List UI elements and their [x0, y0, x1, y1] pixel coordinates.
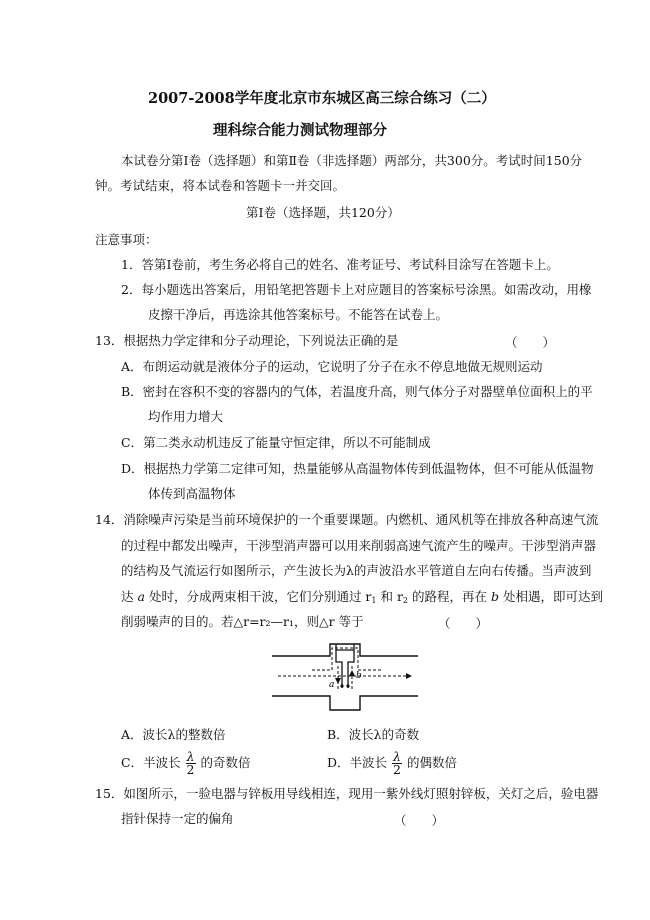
q14-line-4-sub-2: 2: [402, 596, 409, 605]
q13-answer-paren: （ ）: [505, 335, 556, 350]
q14-line-3: 的结构及气流运行如图所示，产生波长为λ的声波沿水平管道自左向右传播。当声波到: [121, 563, 592, 578]
q14-option-c: [121, 750, 251, 776]
q14-line-4-text-5: 处相遇，即可达到: [503, 589, 604, 604]
q14-option-c-pre: C．半波长: [121, 755, 181, 770]
page-subtitle: 理科综合能力测试物理部分: [213, 122, 387, 139]
silencer-flow-lines: [278, 648, 412, 690]
q13-option-d-line-1: D．根据热力学第二定律可知，热量能够从高温物体传到低温物体，但不可能从低温物: [121, 461, 594, 476]
q14-option-d-post: 的偶数倍: [406, 755, 457, 770]
q14-line-5: 削弱噪声的目的。若△r=r₂—r₁，则△r 等于: [121, 614, 364, 629]
q15-line-1: 15．如图所示，一验电器与锌板用导线相连，现用一紫外线灯照射锌板，关灯之后，验电器: [95, 786, 599, 801]
q15-line-2: 指针保持一定的偏角: [121, 811, 234, 826]
q14-option-c-post: 的奇数倍: [200, 755, 251, 770]
q14-option-b: B．波长λ的奇数: [327, 727, 420, 742]
point-a-marker: [340, 684, 343, 687]
notes-item-1: 1．答第Ⅰ卷前，考生务必将自己的姓名、准考证号、考试科目涂写在答题卡上。: [121, 257, 559, 272]
fraction-numerator: λ: [393, 749, 401, 764]
notes-heading: 注意事项：: [95, 232, 158, 247]
intro-line-1: 本试卷分第Ⅰ卷（选择题）和第Ⅱ卷（非选择题）两部分，共300分。考试时间150分: [121, 153, 583, 168]
q13-option-a: A．布朗运动就是液体分子的运动，它说明了分子在永不停息地做无规则运动: [121, 359, 543, 374]
notes-item-2-line-1: 2．每小题选出答案后，用铅笔把答题卡上对应题目的答案标号涂黑。如需改动，用橡: [121, 282, 592, 297]
q14-line-4-text-4: 的路程，再在: [412, 589, 488, 604]
q15-answer-paren: （ ）: [394, 813, 445, 828]
intro-line-2: 钟。考试结束，将本试卷和答题卡一并交回。: [95, 178, 346, 193]
q14-option-d: [327, 750, 457, 776]
half-wavelength-fraction: [392, 751, 402, 776]
q13-stem: 13．根据热力学定律和分子动理论，下列说法正确的是: [95, 333, 399, 348]
q14-line-1: 14．消除噪声污染是当前环境保护的一个重要课题。内燃机、通风机等在排放各种高速气流: [95, 512, 599, 527]
flow-arrow-icon: [406, 673, 412, 679]
silencer-arrowheads: [335, 670, 412, 684]
fig-label-b: b: [356, 671, 362, 681]
q14-line-4-point-b: b: [491, 589, 500, 604]
silencer-diagram: [272, 640, 422, 715]
fraction-denominator: 2: [393, 762, 401, 777]
q13-option-c: C．第二类永动机违反了能量守恒定律，所以不可能制成: [121, 435, 431, 450]
q13-option-d-line-2: 体传到高温物体: [148, 486, 236, 501]
notes-item-2-line-2: 皮擦干净后，再选涂其他答案标号。不能答在试卷上。: [148, 307, 449, 322]
q13-option-b-line-2: 均作用力增大: [148, 409, 224, 424]
q14-line-4-sub-1: 1: [371, 596, 377, 605]
fraction-numerator: λ: [186, 749, 195, 764]
q14-answer-paren: （ ）: [438, 616, 489, 631]
q14-option-a: A．波长λ的整数倍: [121, 727, 226, 742]
q14-line-4-text-2: 处时，分成两束相干波，它们分别通过 r: [148, 589, 372, 604]
part1-heading: 第Ⅰ卷（选择题，共120分）: [246, 205, 400, 220]
q14-line-4-point-a: a: [137, 589, 145, 604]
fig-label-a: a: [329, 680, 335, 690]
q13-option-b-line-1: B．密封在容积不变的容器内的气体，若温度升高，则气体分子对器壁单位面积上的平: [121, 384, 593, 399]
fraction-denominator: 2: [186, 762, 195, 777]
q14-line-2: 的过程中都发出噪声，干涉型消声器可以用来削弱高速气流产生的噪声。干涉型消声器: [121, 538, 597, 553]
q14-line-4-text-3: 和 r: [380, 589, 403, 604]
q14-line-4: [121, 589, 603, 609]
page-title: 2007-2008学年度北京市东城区高三综合练习（二）: [148, 90, 496, 107]
half-wavelength-fraction: [186, 751, 196, 776]
q14-option-d-pre: D．半波长: [327, 755, 388, 770]
q14-line-4-text-1: 达: [121, 589, 134, 604]
flow-arrow-icon: [335, 678, 341, 684]
flow-arrow-icon: [349, 670, 355, 676]
silencer-outer-walls: [272, 644, 418, 710]
point-b-marker: [346, 684, 349, 687]
